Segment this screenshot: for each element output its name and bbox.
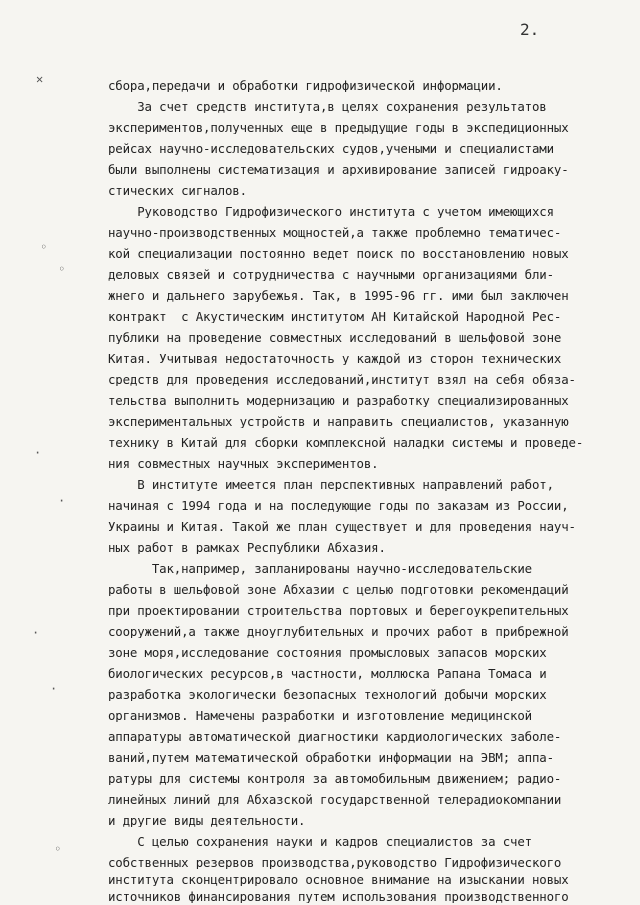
text-line: За счет средств института,в целях сохранения результатов (108, 101, 547, 114)
text-line: источников финансирования путем использования производственного (108, 891, 569, 904)
margin-punch-mark: · (34, 446, 42, 460)
text-line: Руководство Гидрофизического института с учетом имеющихся (108, 206, 554, 219)
text-line: работы в шельфовой зоне Абхазии с целью подготовки рекомендаций (108, 584, 569, 597)
text-line: при проектировании строительства портовых и берегоукрепительных (108, 605, 569, 618)
margin-punch-mark: · (50, 682, 58, 696)
text-line: экспериментов,полученных еще в предыдущие годы в экспедиционных (108, 122, 569, 135)
text-line: средств для проведения исследований,институт взял на себя обяза- (108, 374, 576, 387)
margin-punch-mark: ◦ (58, 262, 66, 276)
text-line: начиная с 1994 года и на последующие годы по заказам из России, (108, 500, 569, 513)
text-line: жнего и дальнего зарубежья. Так, в 1995-96 гг. ими был заключен (108, 290, 569, 303)
text-line: сооружений,а также дноуглубительных и прочих работ в прибрежной (108, 626, 569, 639)
text-line: экспериментальных устройств и направить специалистов, указанную (108, 416, 569, 429)
text-line: деловых связей и сотрудничества с научными организациями бли- (108, 269, 554, 282)
margin-punch-mark: ◦ (40, 240, 48, 254)
text-line: контракт с Акустическим институтом АН Китайской Народной Рес- (108, 311, 562, 324)
text-line: линейных линий для Абхазской государственной телерадиокомпании (108, 794, 562, 807)
text-line: С целью сохранения науки и кадров специалистов за счет (108, 836, 532, 849)
text-line: кой специализации постоянно ведет поиск по восстановлению новых (108, 248, 569, 261)
text-line: института сконцентрировало основное внимание на изыскании новых (108, 874, 569, 887)
margin-punch-mark: · (32, 626, 40, 640)
text-line: В институте имеется план перспективных направлений работ, (108, 479, 554, 492)
text-line: сбора,передачи и обработки гидрофизической информации. (108, 80, 503, 93)
margin-punch-mark: · (58, 494, 66, 508)
text-line: научно-производственных мощностей,а также проблемно тематичес- (108, 227, 562, 240)
text-line: технику в Китай для сборки комплексной наладки системы и проведе- (108, 437, 584, 450)
text-line: тельства выполнить модернизацию и разработку специализированных (108, 395, 569, 408)
text-line: и другие виды деятельности. (108, 815, 306, 828)
margin-punch-mark: ✕ (36, 72, 44, 86)
text-line: разработка экологически безопасных технологий добычи морских (108, 689, 547, 702)
text-line: Так,например, запланированы научно-исследовательские (108, 563, 532, 576)
text-line: ратуры для системы контроля за автомобильным движением; радио- (108, 773, 562, 786)
text-line: зоне моря,исследование состояния промысловых запасов морских (108, 647, 547, 660)
text-line: публики на проведение совместных исследований в шельфовой зоне (108, 332, 562, 345)
text-line: были выполнены систематизация и архивирование записей гидроаку- (108, 164, 569, 177)
text-line: ния совместных научных экспериментов. (108, 458, 379, 471)
text-line: собственных резервов производства,руководство Гидрофизического (108, 857, 562, 870)
text-line: Китая. Учитывая недостаточность у каждой из сторон технических (108, 353, 562, 366)
text-line: рейсах научно-исследовательских судов,учеными и специалистами (108, 143, 554, 156)
page-number: 2. (520, 20, 540, 39)
margin-punch-mark: ◦ (54, 842, 62, 856)
text-line: ных работ в рамках Республики Абхазия. (108, 542, 386, 555)
text-line: биологических ресурсов,в частности, моллюска Рапана Томаса и (108, 668, 547, 681)
text-line: стических сигналов. (108, 185, 247, 198)
text-line: организмов. Намечены разработки и изготовление медицинской (108, 710, 532, 723)
text-line: Украины и Китая. Такой же план существует и для проведения науч- (108, 521, 576, 534)
text-line: ваний,путем математической обработки информации на ЭВМ; аппа- (108, 752, 554, 765)
text-line: аппаратуры автоматической диагностики кардиологических заболе- (108, 731, 562, 744)
